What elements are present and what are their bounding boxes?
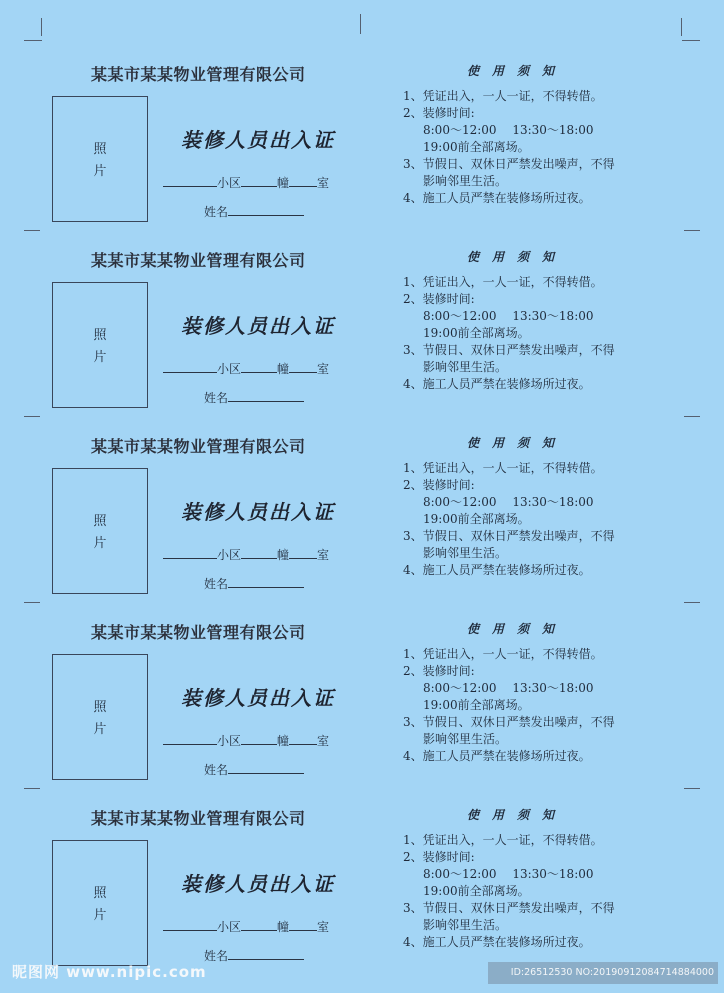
building-label: 幢 [277, 176, 290, 190]
rule-line: 4、施工人员严禁在装修场所过夜。 [403, 191, 591, 205]
photo-box [52, 654, 148, 780]
company-name: 某某市某某物业管理有限公司 [91, 437, 306, 456]
rule-line: 19:00前全部离场。 [423, 512, 530, 526]
notice-title: 使用须知 [467, 808, 568, 822]
photo-box [52, 96, 148, 222]
community-label: 小区 [217, 176, 242, 190]
rule-line: 2、装修时间: [403, 478, 475, 492]
photo-label: 照片 [93, 700, 107, 737]
name-line [204, 575, 304, 592]
pass-card-1 [0, 60, 724, 246]
name-label: 姓名 [204, 391, 229, 405]
crop-mark [360, 14, 361, 34]
community-label: 小区 [217, 548, 242, 562]
pass-card-2 [0, 246, 724, 432]
name-label: 姓名 [204, 949, 229, 963]
rule-line: 19:00前全部离场。 [423, 326, 530, 340]
name-line [204, 389, 304, 406]
rule-line: 8:00～12:00 13:30～18:00 [423, 495, 594, 509]
address-line [163, 174, 329, 191]
rule-line: 2、装修时间: [403, 664, 475, 678]
crop-mark [24, 40, 42, 41]
site-watermark: 昵图网 www.nipic.com [12, 963, 207, 981]
room-label: 室 [317, 548, 330, 562]
address-line [163, 360, 329, 377]
community-label: 小区 [217, 734, 242, 748]
rules-list [403, 274, 653, 393]
photo-box [52, 840, 148, 966]
rule-line: 1、凭证出入，一人一证，不得转借。 [403, 89, 603, 103]
building-label: 幢 [277, 362, 290, 376]
building-label: 幢 [277, 734, 290, 748]
rule-line: 3、节假日、双休日严禁发出噪声，不得 [403, 901, 615, 915]
rule-line: 4、施工人员严禁在装修场所过夜。 [403, 749, 591, 763]
rules-list [403, 646, 653, 765]
notice-title: 使用须知 [467, 436, 568, 450]
rule-line: 1、凭证出入，一人一证，不得转借。 [403, 461, 603, 475]
crop-mark [41, 18, 42, 36]
building-label: 幢 [277, 920, 290, 934]
rule-line: 19:00前全部离场。 [423, 698, 530, 712]
photo-box [52, 468, 148, 594]
rule-line: 8:00～12:00 13:30～18:00 [423, 123, 594, 137]
pass-title: 装修人员出入证 [181, 872, 335, 896]
room-label: 室 [317, 176, 330, 190]
company-name: 某某市某某物业管理有限公司 [91, 623, 306, 642]
rule-line: 影响邻里生活。 [423, 918, 508, 932]
rule-line: 19:00前全部离场。 [423, 140, 530, 154]
rules-list [403, 832, 653, 951]
address-line [163, 918, 329, 935]
notice-title: 使用须知 [467, 64, 568, 78]
name-line [204, 761, 304, 778]
name-label: 姓名 [204, 763, 229, 777]
pass-title: 装修人员出入证 [181, 686, 335, 710]
rule-line: 1、凭证出入，一人一证，不得转借。 [403, 647, 603, 661]
photo-label: 照片 [93, 886, 107, 923]
pass-title: 装修人员出入证 [181, 314, 335, 338]
rule-line: 3、节假日、双休日严禁发出噪声，不得 [403, 715, 615, 729]
pass-card-4 [0, 618, 724, 804]
company-name: 某某市某某物业管理有限公司 [91, 251, 306, 270]
community-label: 小区 [217, 920, 242, 934]
notice-title: 使用须知 [467, 622, 568, 636]
rule-line: 4、施工人员严禁在装修场所过夜。 [403, 563, 591, 577]
address-line [163, 732, 329, 749]
rule-line: 19:00前全部离场。 [423, 884, 530, 898]
name-line [204, 203, 304, 220]
community-label: 小区 [217, 362, 242, 376]
pass-title: 装修人员出入证 [181, 128, 335, 152]
photo-label: 照片 [93, 514, 107, 551]
name-line [204, 947, 304, 964]
rule-line: 影响邻里生活。 [423, 732, 508, 746]
rule-line: 4、施工人员严禁在装修场所过夜。 [403, 377, 591, 391]
pass-title: 装修人员出入证 [181, 500, 335, 524]
name-label: 姓名 [204, 205, 229, 219]
rules-list [403, 460, 653, 579]
rule-line: 2、装修时间: [403, 292, 475, 306]
rule-line: 影响邻里生活。 [423, 174, 508, 188]
address-line [163, 546, 329, 563]
rule-line: 3、节假日、双休日严禁发出噪声，不得 [403, 157, 615, 171]
photo-label: 照片 [93, 142, 107, 179]
photo-box [52, 282, 148, 408]
rule-line: 8:00～12:00 13:30～18:00 [423, 309, 594, 323]
crop-mark [681, 18, 682, 36]
rule-line: 1、凭证出入，一人一证，不得转借。 [403, 833, 603, 847]
rule-line: 8:00～12:00 13:30～18:00 [423, 681, 594, 695]
room-label: 室 [317, 734, 330, 748]
rule-line: 4、施工人员严禁在装修场所过夜。 [403, 935, 591, 949]
rule-line: 1、凭证出入，一人一证，不得转借。 [403, 275, 603, 289]
rule-line: 2、装修时间: [403, 850, 475, 864]
photo-label: 照片 [93, 328, 107, 365]
rule-line: 影响邻里生活。 [423, 546, 508, 560]
rule-line: 3、节假日、双休日严禁发出噪声，不得 [403, 529, 615, 543]
name-label: 姓名 [204, 577, 229, 591]
rule-line: 影响邻里生活。 [423, 360, 508, 374]
company-name: 某某市某某物业管理有限公司 [91, 65, 306, 84]
rule-line: 2、装修时间: [403, 106, 475, 120]
room-label: 室 [317, 920, 330, 934]
crop-mark [682, 40, 700, 41]
pass-card-3 [0, 432, 724, 618]
rule-line: 8:00～12:00 13:30～18:00 [423, 867, 594, 881]
room-label: 室 [317, 362, 330, 376]
rule-line: 3、节假日、双休日严禁发出噪声，不得 [403, 343, 615, 357]
rules-list [403, 88, 653, 207]
company-name: 某某市某某物业管理有限公司 [91, 809, 306, 828]
image-id-tag: ID:26512530 NO:20190912084714884000 [488, 962, 718, 984]
building-label: 幢 [277, 548, 290, 562]
notice-title: 使用须知 [467, 250, 568, 264]
